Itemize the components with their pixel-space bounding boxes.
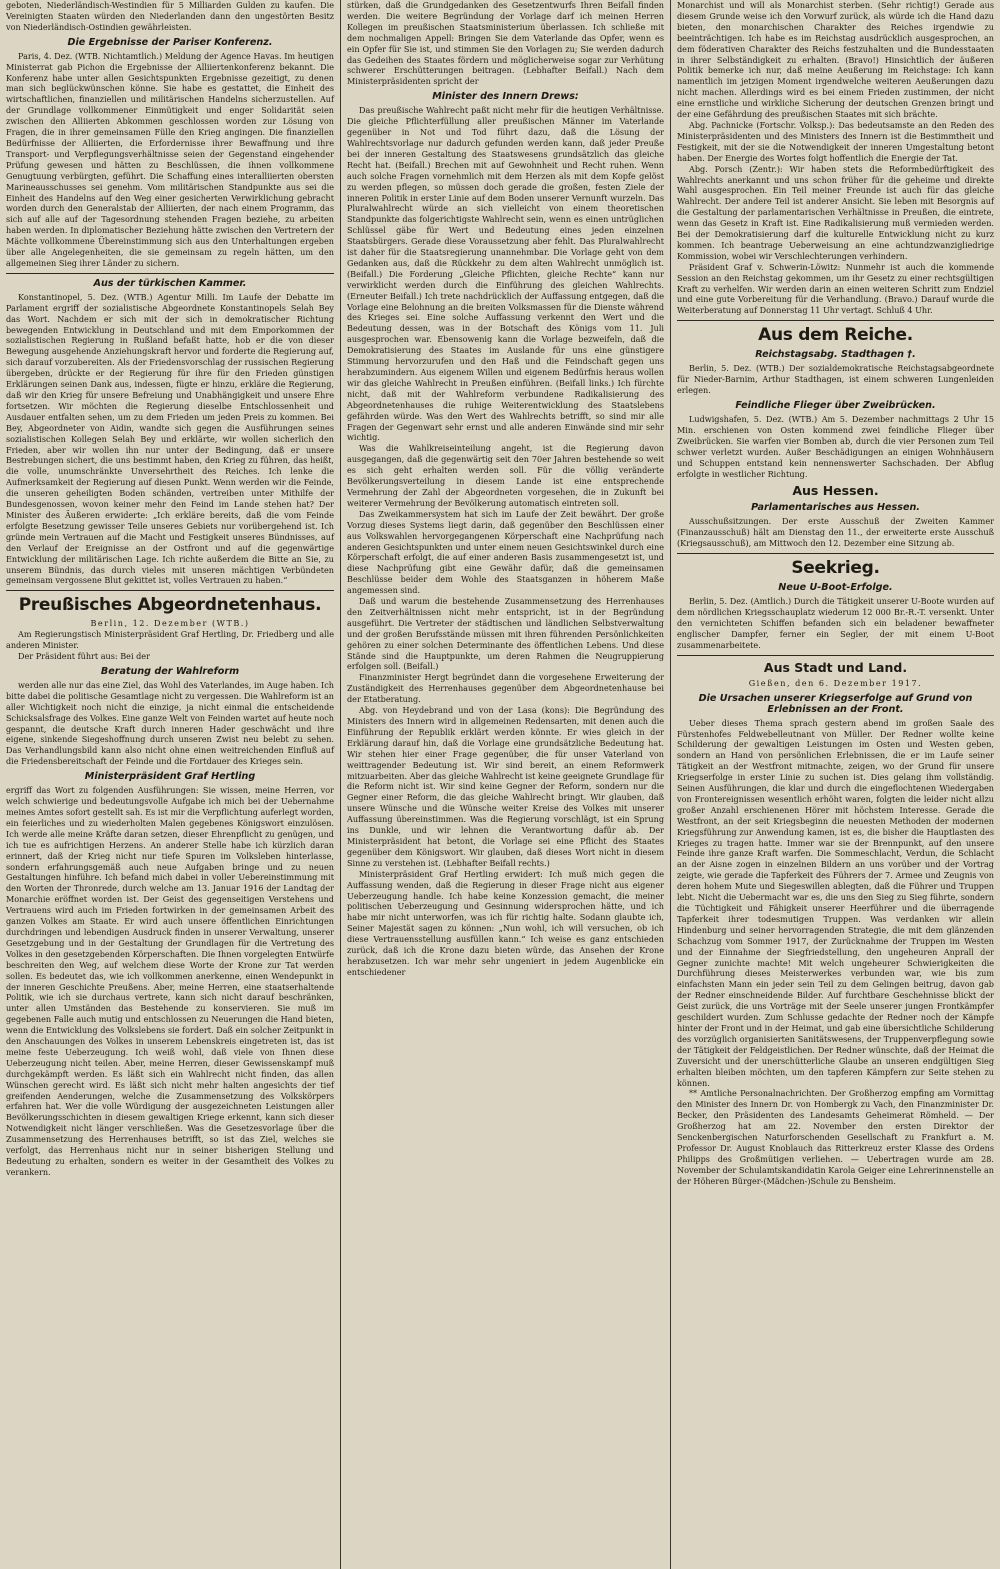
article-flieger: Ludwigshafen, 5. Dez. (WTB.) Am 5. Dezember nachmittags 2 Uhr 15 Min. erschienen von Osten kommend zwei feindliche Flieger über Zweibrücken. Sie warfen vier Bomben ab, durch die vier Personen zum Teil schwer verletzt wurden. Außer Beschädigungen an einigen Wohnhäusern und Schuppen entstand kein nennenswerter Sachschaden. Der Abflug erfolgte in westlicher Richtung. <box>677 414 994 479</box>
article-paris: Paris, 4. Dez. (WTB. Nichtamtlich.) Meldung der Agence Havas. Im heutigen Ministerrat gab Pichon die Ergebnisse der Alliiertenkonferenz bekannt. Die Konferenz habe unter allen Gesichtspunkten Ergebnisse gezeitigt, zu denen man sich beglückwünschen könne. Sie habe es gestattet, die Einheit des wirtschaftlichen, finanziellen und militärischen Handelns sicherzustellen. Auf der Grundlage vollkommener Einmütigkeit und enger Solidarität seien zwischen den Alliierten Abkommen geschlossen worden zur Lösung von Fragen, die in ihrer gemeinsamen Fülle den Krieg angingen. Die finanziellen Bedürfnisse der Alliierten, die Erfordernisse ihrer Bewaffnung und ihre Transport- und Verpflegungsverhältnisse seien der Gegenstand eingehender Prüfung gewesen und hätten zu Beschlüssen, die ihnen vollkommene Genugtuung verbürgten, geführt. Die Schaffung eines interalliierten obersten Marineausschusses sei genehm. Vom militärischen Standpunkte aus sei die Einheit des Handelns auf den Weg einer gesicherten Verwirklichung gebracht worden durch den Generalstab der Alliierten, der nach einem Programm, das sich auf alle auf der Tagesordnung stehenden Fragen beziehe, zu arbeiten haben werden. In diplomatischer Beziehung hätte zwischen den Vertretern der Mächte vollkommene Übereinstimmung sich aus den Unterhaltungen ergeben über alle Angelegenheiten, die sie gemeinsam zu regeln hätten, um den allgemeinen Sieg ihrer Länder zu sichern. <box>6 50 334 268</box>
heading-flieger: Feindliche Flieger über Zweibrücken. <box>735 400 936 411</box>
article-schwerin: Präsident Graf v. Schwerin-Löwitz: Nunmehr ist auch die kommende Session an den Reichstag gekommen, um ihr Gesetz zu einer rechtsgültigen Kraft zu verhelfen. Wir werden darin an einen weiteren Schritt zum Endziel und eine gute Vorbereitung für die Verhandlung. (Bravo.) Darauf wurde die Weiterberatung auf Donnerstag 11 Uhr vertagt. Schluß 4 Uhr. <box>677 261 994 316</box>
article-ursachen: Ueber dieses Thema sprach gestern abend im großen Saale des Fürstenhofes Feldwebelleutnant von Müller. Der Redner wollte keine Schilderung der gewaltigen Leistungen im Osten und Westen geben, sondern an Hand von persönlichen Erlebnissen, die er im Laufe seiner Tätigkeit an der Westfront mitmachte, zeigen, wo der Grund für unsere Kriegserfolge in erster Linie zu suchen ist. Dies gelang ihm vollständig. Seinen Ausführungen, die klar und durch die eingeflochtenen Wiedergaben von Frontereignissen wesentlich erhöht waren, folgten die leider nicht allzu großer Anzahl erschienenen Hörer mit höchstem Interesse. Gerade die Westfront, an der seit Kriegsbeginn die neuesten Methoden der modernen Kriegsführung zur Anwendung kamen, ist es, die bisher die Hauptlasten des Krieges zu tragen hatte. Immer war sie der Brennpunkt, auf den unsere Feinde ihre ganze Kraft warfen. Die Sommeschlacht, Verdun, die Schlacht an der Aisne zogen in einzelnen Bildern an uns vorüber und der Vortrag zeigte, wie gerade die Tapferkeit des Führers der 7. Armee und Zeugnis von deren hohem Mute und Siegeswillen ablegten, daß die Führer und Truppen lebt. Nicht die Uebermacht war es, die uns den Sieg zu Sieg führte, sondern die Tüchtigkeit und Fähigkeit unserer Heerführer und die überragende Tapferkeit ihrer todesmutigen Truppen. Was verdanken wir allein Hindenburg und seiner hervorragenden Strategie, die mit dem glänzenden Schachzug vom Sommer 1917, der Zurücknahme der Truppen im Westen und der Einnahme der Siegfriedstellung, den ungeheuren Anprall der Gegner zunichte machte! Mit welch ungeheurer Schwierigkeiten die Durchführung dieses Meisterwerkes verbunden war, wie bis zum einfachsten Mann ein jeder sein Teil zu dem Gelingen beitrug, davon gab der Redner einschneidende Bilder. Auf furchtbare Geschehnisse blickt der Geist zurück, die uns Vorträge mit der Seele unserer jungen Frontkämpfer geschildert wurden. Zum Schlusse gedachte der Redner noch der Kämpfe hinter der Front und in der Heimat, und gab eine übersichtliche Schilderung des vorzüglich organisierten Sanitätswesens, der Truppenverpflegung sowie der Tätigkeit der Feldgeistlichen. Der Redner wünschte, daß der Heimat die Zuversicht und der unerschütterliche Glaube an unseren endgültigen Sieg erhalten bleiben möchten, um den tapferen Kämpfern zur Seite stehen zu können. <box>677 717 994 1088</box>
heading-ursachen: Die Ursachen unserer Kriegserfolge auf Grund von Erlebnissen an der Front. <box>698 692 973 715</box>
article-beratung: werden alle nur das eine Ziel, das Wohl des Vaterlandes, im Auge haben. Ich bitte dabei die politische Gesamtlage nicht zu vergessen. Die Wahlreform ist an aller Wichtigkeit noch nicht die einzige, ja nicht einmal die entscheidende Schicksalsfrage des Volkes. Eine ganze Welt von Feinden wartet auf heute noch gespannt, die deutsche Kraft durch inneren Hader geschwächt und ihre eigene, sinkende Siegeshoffnung durch unseren Zwist neu belebt zu sehen. Das Verhandlungsbild kann also nicht ohne einen weitreichenden Einfluß auf die Friedensbereitschaft der Feinde und die Fortdauer des Krieges sein. <box>6 679 334 767</box>
heading-aus-hessen: Aus Hessen. <box>792 483 879 499</box>
divider <box>677 655 994 656</box>
heading-stadthagen: Reichstagsabg. Stadthagen †. <box>755 349 916 361</box>
article-wahlkreis: Was die Wahlkreiseinteilung angeht, ist die Regierung davon ausgegangen, daß die gegenwärtig seit den 70er Jahren bestehende so weit es sich geht erhalten werden soll. Für die völlig veränderte Bevölkerungsverteilung in diesem Lande ist eine entsprechende Vermehrung der Zahl der Abgeordneten vorgesehen, die in Zukunft bei weiterer Vermehrung der Bevölkerung automatisch eintreten soll. <box>347 443 664 508</box>
heading-beratung-wahlreform: Beratung der Wahlreform <box>100 665 240 677</box>
article-stadthagen: Berlin, 5. Dez. (WTB.) Der sozialdemokratische Reichstagsabgeordnete für Nieder-Barnim, Arthur Stadthagen, ist einem schweren Lungenleiden erlegen. <box>677 363 994 396</box>
heading-uboot-erfolge: Neue U-Boot-Erfolge. <box>778 582 893 594</box>
heading-ministerpraesident: Ministerpräsident Graf Hertling <box>84 771 256 783</box>
heading-pariser-konferenz: Die Ergebnisse der Pariser Konferenz. <box>67 36 273 48</box>
column-3 <box>670 0 1000 1569</box>
heading-aus-dem-reiche: Aus dem Reiche. <box>758 325 913 346</box>
article-hertling-reply: Ministerpräsident Graf Hertling erwidert: Ich muß mich gegen die Auffassung wenden, daß die Regierung in dieser Frage nicht aus eigener Ueberzeugung handle. Ich habe keine Konzession gemacht, die meiner politischen Ueberzeugung und Gesinnung widersprochen hätte, und ich habe mir nicht unterworfen, was ich für richtig halte. Sodann glaubte ich, Seiner Majestät sagen zu können: „Nun wohl, ich will versuchen, ob ich diese Vertrauensstellung ausfüllen kann.“ Ich weise es ganz entschieden zurück, daß ich die Krone dazu bieten würde, das Ansehen der Krone herabzusetzen. Ich war mehr sehr ungeniert in jedem Augenblicke ein entschiedener <box>347 868 664 977</box>
article-drews: Das preußische Wahlrecht paßt nicht mehr für die heutigen Verhältnisse. Die gleiche Pflichterfüllung aller preußischen Männer im Vaterlande gegenüber in Not und Tod führt dazu, daß die Lösung der Wahlrechtsvorlage nur dadurch gefunden werden kann, daß jeder Preuße bei der inneren Gestaltung des Staatswesens grundsätzlich das gleiche Recht hat. (Beifall.) Brechen mit auf Gewohnheit und Recht ruhen. Wenn auch solche Fragen vornehmlich mit dem Herzen als mit dem Kopfe gelöst zu werden pflegen, so müssen doch gerade die großen, festen Ziele der inneren Politik in erster Linie auf dem Boden unserer Vernunft wurzeln. Das Pluralwahlrecht würde an sich vielleicht von einem theoretischen Standpunkte das folgerichtigste Wahlrecht sein, wenn es einen untrüglichen Schlüssel gäbe für Wert und Bedeutung eines jeden einzelnen Staatsbürgers. Gerade diese Voraussetzung aber fehlt. Das Pluralwahlrecht ist daher für die Staatsregierung unannehmbar. Die Vorlage geht von dem Gedanken aus, daß die Rückkehr zu dem alten Wahlrecht unmöglich ist. (Beifall.) Die Forderung „Gleiche Pflichten, gleiche Rechte“ kann nur verwirklicht werden durch die Einführung des gleichen Wahlrechts. (Erneuter Beifall.) Ich trete nachdrücklich der Auffassung entgegen, daß die Vorlage eine Belohnung an die breiten Volksmassen für die Dienste während des Krieges sei. Eine solche Auffassung verkennt den Wert und die Bedeutung dessen, was in der Botschaft des Königs vom 11. Juli ausgesprochen war. Ebensowenig kann die Vorlage bezweifeln, daß die Demokratisierung des Staates im Auslande für uns eine günstigere Stimmung hervorzurufen und den Haß und die Feindschaft gegen uns herabzumindern. Aus eigenem Willen und eigenem Bedürfnis heraus wollen wir das gleiche Wahlrecht in Preußen einführen. (Beifall links.) Ich fürchte nicht, daß mit der Wahlreform verbundene Radikalisierung des Abgeordnetenhauses die ruhige Weiterentwicklung des Staatslebens gefährden würde. Was den Wert des Wahlrechts betrifft, so sind mir alle Fragen der Gegenwart sehr ernst und alle anderen Einwände sind mir sehr wichtig. <box>347 105 664 443</box>
heading-parlamentarisches: Parlamentarisches aus Hessen. <box>751 502 920 514</box>
column-1 <box>0 0 340 1569</box>
article-pachnicke: Abg. Pachnicke (Fortschr. Volksp.): Das bedeutsamste an den Reden des Ministerpräsidenten und des Ministers des Innern ist die Bestimmtheit und Festigkeit, mit der sie die Notwendigkeit der inneren Umgestaltung betont haben. Der Energie des Wortes folgt hoffentlich die Energie der Tat. <box>677 119 994 163</box>
article-konstantinopel: Konstantinopel, 5. Dez. (WTB.) Agentur Milli. Im Laufe der Debatte im Parlament ergriff der sozialistische Abgeordnete Konstantinopels Selah Bey das Wort. Nachdem er sich mit der sich in demokratischer Richtung bewegenden Entwicklung in Deutschland und mit dem Emporkommen der sozialistischen Regierung in Rußland befaßt hatte, hob er die von dieser Bewegung ausgehende Anziehungskraft hervor und forderte die Regierung auf, sich darauf vorzubereiten. Als der Friedensvorschlag der russischen Regierung übergeben, drückte er der Regierung für ihre für den Frieden günstigen Erklärungen seinen Dank aus, indessen, fügte er hinzu, erkläre die Regierung, daß wir den Krieg für unsere Befreiung und Unabhängigkeit und unsere Ehre fortsetzen. Wir möchten die Regierung dieselbe Entschlossenheit und Ausdauer entfalten sehen, um zu dem Frieden um jeden Preis zu kommen. Bei Bey, Abgeordneter von Aidin, wandte sich gegen die Ausführungen seines sozialistischen Kollegen Selah Bey und erklärte, wir wollen sicherlich den Frieden, aber wir wollen ihn nur unter der Bedingung, daß er unsere Bestrebungen sichert, die uns bestimmt haben, den Krieg zu führen, das heißt, die volle, unumschränkte Unversehrtheit des Reiches. Ich lenke die Aufmerksamkeit der Regierung auf diesen Punkt. Wenn werden wir die Feinde, die unseren geheiligten Boden schänden, vertreiben unter Mithilfe der Bundesgenossen, wovon keiner mehr den Feind im Lande stehen hat? Der Minister des Äußeren erwiderte: „Ich erkläre bereits, daß die vom Feinde erfolgte Besetzung gewisser Teile unseres Gebiets nur vorübergehend ist. Ich gründe mein Vertrauen auf die Macht und Festigkeit unseres Bündnisses, auf den Verlauf der Ereignisse an der Ostfront und auf die gegenwärtige Entwicklung der militärischen Lage. Ich richte außerdem die Bitte an Sie, zu unserem Bündnis, das durch vieles mit unseren mächtigen Verbündeten gemeinsam vergossene Blut gekittet ist, volles Vertrauen zu haben.“ <box>6 291 334 586</box>
article-heydebrand: Abg. von Heydebrand und von der Lasa (kons): Die Begründung des Ministers des Innern wird in allgemeinen Redensarten, mit denen auch die Einführung der Republik erklärt werden könnte. Er wies gleich in der Erklärung darauf hin, daß die Vorlage eine grundsätzliche Bedeutung hat. Wir stehen hier einer Frage gegenüber, die für unser Vaterland von weittragender Bedeutung ist. Wir sind bereit, an einem Reformwerk mitzuarbeiten. Aber das gleiche Wahlrecht ist keine geeignete Grundlage für die Reform nicht ist. Wir sind keine Gegner der Reform, sondern nur die Gegner einer Reform, die das gleiche Wahlrecht bringt. Wir glauben, daß unsere Wünsche und die Wünsche weiter Kreise des Volkes mit unserer Auffassung übereinstimmen. Was die Regierung vorschlägt, ist ein Sprung ins Dunkle, und wir lehnen die Verantwortung dafür ab. Der Ministerpräsident hat betont, die Vorlage sei eine Pflicht des Staates gegenüber dem Königswort. Wir glauben, daß dieses Wort nicht in diesem Sinne zu verstehen ist. (Lebhafter Beifall rechts.) <box>347 705 664 868</box>
heading-preussisches-abgeordnetenhaus: Preußisches Abgeordnetenhaus. <box>18 595 322 616</box>
dateline-berlin: Berlin, 12. Dezember (WTB.) <box>90 618 250 629</box>
heading-stadt-und-land: Aus Stadt und Land. <box>763 659 908 675</box>
article-hergt: Finanzminister Hergt begründet dann die vorgesehene Erweiterung der Zuständigkeit des Herrenhauses gegenüber dem Abgeordnetenhause bei der Etatberatung. <box>347 672 664 705</box>
article-ministerpraesident: ergriff das Wort zu folgenden Ausführungen: Sie wissen, meine Herren, vor welch schwierige und bedeutungsvolle Aufgabe ich mich bei der Uebernahme meines Amtes sofort gestellt sah. Es ist mir die Verpflichtung auferlegt worden, ein feierliches und zu wiederholten Malen gegebenes Königswort einzulösen. Ich werde alle meine Kräfte daran setzen, dieser Ehrenpflicht zu genügen, und ich tue es aufrichtigen Herzens. An anderer Stelle habe ich kürzlich daran erinnert, daß der Krieg nicht nur tiefe Spuren im Volksleben hinterlasse, sondern erfahrungsgemäß auch neue Aufgaben bringe und zu neuen Gestaltungen hinführe. Ich befand mich dabei in voller Uebereinstimmung mit den Worten der Thronrede, durch welche am 13. Januar 1916 der Landtag der Monarchie eröffnet worden ist. Der Geist des gegenseitigen Verstehens und Vertrauens wird auch im Frieden fortwirken in der gemeinsamen Arbeit des ganzen Volkes am Staate. Er wird auch unsere öffentlichen Einrichtungen durchdringen und lebendigen Ausdruck finden in unserer Verwaltung, unserer Gesetzgebung und in der Gestaltung der Grundlagen für die Vertretung des Volkes in den gesetzgebenden Körperschaften. Die Ihnen vorgelegten Entwürfe beschreiten den Weg, auf welchem diese Worte der Krone zur Tat werden sollen. Es bedeutet das, wie ich vollkommen anerkenne, einen Wendepunkt in der inneren Geschichte Preußens. Aber, meine Herren, eine staatserhaltende Politik, wie ich sie durchaus vertrete, kann sich nicht darauf beschränken, unter allen Umständen das Bestehende zu konservieren. Sie muß im gegebenen Falle auch mutig und entschlossen zu Neuerungen die Hand bieten, wenn die Entwicklung des Volkslebens sie fordert. Daß ein solcher Zeitpunkt in den Anschauungen des Volkes in unserem Lebenskreis eingetreten ist, das ist meine feste Ueberzeugung. Ich weiß wohl, daß viele von Ihnen diese Ueberzeugung nicht teilen. Aber, meine Herren, dieser Gewissenskampf muß durchgekämpft werden. Es läßt sich ein Wahlrecht nicht finden, das allen Wünschen gerecht wird. Es läßt sich nicht mehr halten angesichts der tief greifenden Aenderungen, welche die Zusammensetzung des Volkskörpers erfahren hat. Wer die volle Würdigung der ausgezeichneten Leistungen aller Bevölkerungsschichten in diesem gewaltigen Kriege erkennt, kann sich dieser Notwendigkeit nicht länger verschließen. Was die Gesetzesvorlage über die Zusammensetzung des Herrenhauses betrifft, so ist das Ziel, welches sie verfolgt, das Herrenhaus nicht nur in seiner bisherigen Stellung und Bedeutung zu erhalten, sondern es weiter in der Gesamtheit des Volkes zu verankern. <box>6 785 334 1177</box>
article-seekrieg: Berlin, 5. Dez. (Amtlich.) Durch die Tätigkeit unserer U-Boote wurden auf dem nördlichen Kriegsschauplatz wiederum 12 000 Br.-R.-T. versenkt. Unter den vernichteten Schiffen befanden sich ein beladener bewaffneter englischer Dampfer, ferner ein Segler, der mit einem U-Boot zusammenarbeitete. <box>677 596 994 650</box>
article-herrenhaus: Daß und warum die bestehende Zusammensetzung des Herrenhauses den Zeitverhältnissen nicht mehr entspricht, ist in der Begründung ausgeführt. Die Vertreter der städtischen und ländlichen Selbstverwaltung und der großen Berufsstände müssen mit ihren führenden Persönlichkeiten gehören zu einer solchen Determinante des öffentlichen Lebens. Und diese Stände sind die Hauptpunkte, um deren Rahmen die Neugruppierung erfolgen soll. (Beifall.) <box>347 596 664 672</box>
article-porsch: Abg. Porsch (Zentr.): Wir haben stets die Reformbedürftigkeit des Wahlrechts anerkannt und uns schon früher für die geheime und direkte Wahl ausgesprochen. Ein Teil meiner Freunde ist auch für das gleiche Wahlrecht. Der andere Teil ist anderer Ansicht. Sie leben mit Besorgnis auf die Gestaltung der parlamentarischen Verhältnisse in Preußen, die eintrete, wenn das Gesetz in Kraft ist. Eine Radikalisierung muß vermieden werden. Bei der Demokratisierung darf die kulturelle Entwicklung nicht zu kurz kommen. Ich beantrage Ueberweisung an eine achtundzwanzigliedrige Kommission, wobei wir Verschlechterungen verhindern. <box>677 163 994 261</box>
article-personalnachrichten: ** Amtliche Personalnachrichten. Der Großherzog empfing am Vormittag den Minister des Innern Dr. von Hombergk zu Vach, den Finanzminister Dr. Becker, den Präsidenten des Landesamts Geheimerat Römheld. — Der Großherzog hat am 22. November den ersten Direktor der Senckenbergischen Naturforschenden Gesellschaft zu Frankfurt a. M. Professor Dr. August Knoblauch das Ritterkreuz erster Klasse des Ordens Philipps des Großmütigen verliehen. — Uebertragen wurde am 28. November der Schulamtskandidatin Karola Geiger eine Lehrerinnenstelle an der Höheren Bürger-(Mädchen-)Schule zu Bensheim. <box>677 1088 994 1186</box>
article-zweikammer: Das Zweikammersystem hat sich im Laufe der Zeit bewährt. Der große Vorzug dieses Systems liegt darin, daß gegenüber den Beschlüssen einer aus Volkswahlen hervorgegangenen Körperschaft eine Nachprüfung nach anderen Gesichtspunkten und unter einem neuen Gesichtswinkel durch eine Körperschaft erfolgt, die auf einer anderen Basis zusammengesetzt ist, und diese Nachprüfung gibt eine Gewähr dafür, daß die gemeinsamen Beschlüsse beider dem Wohle des Staatsganzen in höherem Maße angemessen sind. <box>347 508 664 596</box>
divider <box>677 553 994 554</box>
divider <box>6 590 334 591</box>
heading-minister-innern: Minister des Innern Drews: <box>432 91 579 103</box>
article-continuation: Monarchist und will als Monarchist sterben. (Sehr richtig!) Gerade aus diesem Grunde weise ich den Vorwurf zurück, als würde ich die Hand dazu bieten, den monarchischen Charakter des Reiches irgendwie zu beeinträchtigen. Ich habe es im Reichstag ausdrücklich ausgesprochen, an dem föderativen Charakter des Reichs festzuhalten und die Bundesstaaten in ihrer Selbständigkeit zu erhalten. (Bravo!) Hinsichtlich der äußeren Politik bemerke ich nur, daß meine Aeußerung im Reichstage: Ich kann namentlich im jetzigen Moment irgendwelche weiteren Aeußerungen dazu nicht machen. Allerdings wird es bei einem Frieden zustimmen, der nicht eine ernstliche und wirkliche Sicherung der deutschen Grenzen bringt und der eine Gefährdung des preußischen Staates mit sich brächte. <box>677 0 994 120</box>
article-hessen: Ausschußsitzungen. Der erste Ausschuß der Zweiten Kammer (Finanzausschuß) hält am Dienstag den 11., der erweiterte erste Ausschuß (Kriegsausschuß), am Mittwoch den 12. Dezember eine Sitzung ab. <box>677 516 994 549</box>
heading-seekrieg: Seekrieg. <box>791 558 880 579</box>
regierungstisch: Am Regierungstisch Ministerpräsident Graf Hertling, Dr. Friedberg und alle anderen Minister. <box>6 629 334 651</box>
article-continuation: stürken, daß die Grundgedanken des Gesetzentwurfs Ihren Beifall finden werden. Die weitere Begründung der Vorlage darf ich meinen Herren Kollegen im preußischen Staatsministerium überlassen. Ich schließe mit dem nochmaligen Appell: Bringen Sie dem Vaterlande das Opfer, wenn es ein Opfer für Sie ist, und stimmen Sie den Vorlagen zu; Sie werden dadurch das Gedeihen des Staates fördern und möglicherweise sogar zur Verhütung schwerer Erschütterungen beitragen. (Lebhafter Beifall.) Nach dem Ministerpräsidenten spricht der <box>347 0 664 87</box>
column-2 <box>340 0 670 1569</box>
dateline-giessen: Gießen, den 6. Dezember 1917. <box>748 677 923 688</box>
divider <box>677 320 994 321</box>
divider <box>6 273 334 274</box>
heading-tuerkische-kammer: Aus der türkischen Kammer. <box>93 277 247 289</box>
intro-paragraph: geboten, Niederländisch-Westindien für 5 Milliarden Gulden zu kaufen. Die Vereinigten Staaten würden den Niederlanden dann den ungestörten Besitz von Niederländisch-Ostindien gewährleisten. <box>6 0 334 32</box>
praesident-intro: Der Präsident führt aus: Bei der <box>18 651 150 662</box>
